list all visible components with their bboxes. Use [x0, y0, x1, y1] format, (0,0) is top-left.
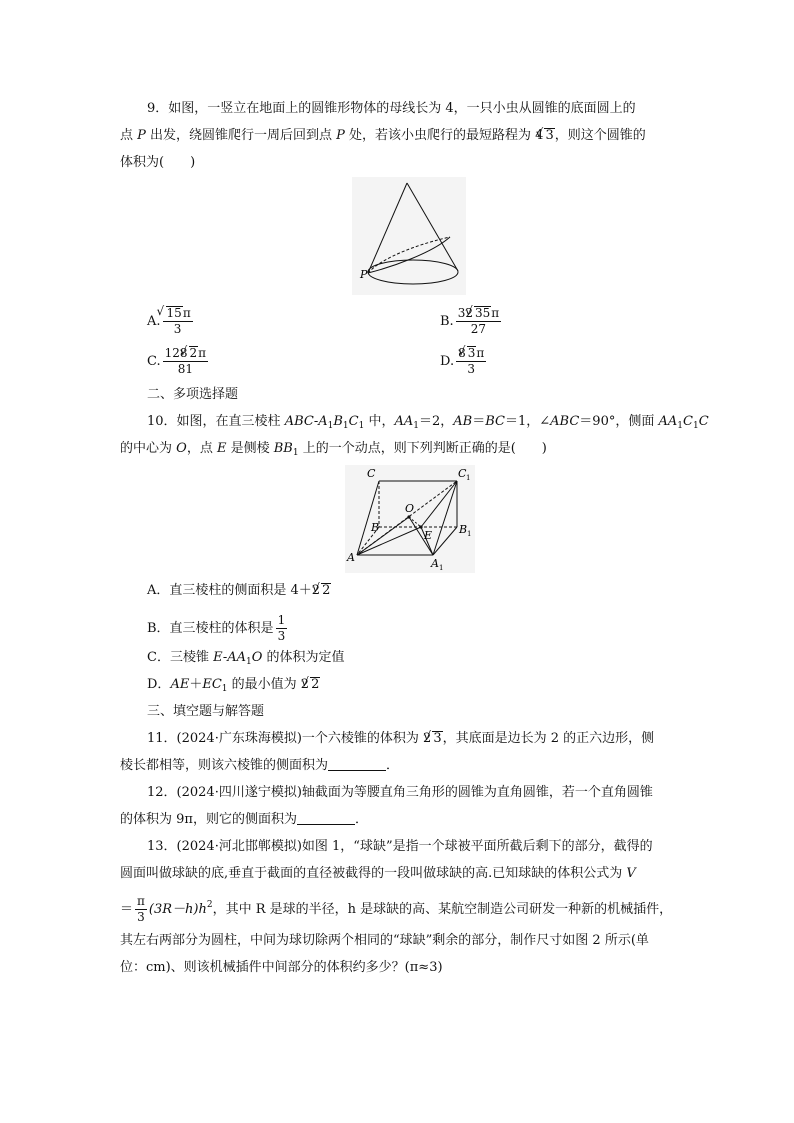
cone-label-p: P [360, 268, 368, 281]
q9-line3: 体积为( ) [120, 155, 196, 170]
q10-line1: 10．如图，在直三棱柱 ABC-$A_1B_1C_1$ 中，$AA_1=2$，AB＝BC＝1，∠ABC＝90°，侧面 $AA_1C_1C$ [147, 414, 709, 431]
q10-option-b[interactable]: B．直三棱柱的体积是 $\frac{1}{3}$ [147, 613, 286, 643]
q13-line1: 13．(2024·河北邯郸模拟)如图 1，“球缺”是指一个球被平面所截后剩下的部分，截得的 [147, 839, 653, 854]
prism-label-c1-sub: 1 [466, 474, 471, 482]
prism-label-e: E [424, 529, 433, 542]
cone-figure [352, 177, 466, 295]
section-2-heading: 二、多项选择题 [147, 387, 239, 402]
q10-option-a[interactable]: A．直三棱柱的侧面积是 4＋2√ 2 [147, 578, 707, 604]
prism-label-o: O [405, 502, 415, 515]
prism-label-b1: B [459, 523, 468, 536]
q9-option-d[interactable]: D. $\frac{8√ 3\pi}{3}$ [440, 346, 488, 377]
q11-line1: 11．(2024·广东珠海模拟)一个六棱锥的体积为 2√ 3，其底面是边长为 2 的正六边形，侧 [147, 726, 707, 752]
q9-option-c[interactable]: C. $\frac{128√ 2\pi}{81}$ [147, 346, 210, 377]
prism-label-b: B [371, 521, 380, 534]
q12-line1: 12．(2024·四川遂宁模拟)轴截面为等腰直角三角形的圆锥为直角圆锥，若一个直角圆锥 [147, 785, 653, 800]
q10-option-c[interactable]: C．三棱锥 $E-AA_1O$ 的体积为定值 [147, 650, 345, 667]
prism-label-a1: A [431, 557, 439, 570]
q9-line1: 9．如图，一竖立在地面上的圆锥形物体的母线长为 4，一只小虫从圆锥的底面圆上的 [147, 101, 636, 116]
prism-label-c1: C [458, 467, 467, 480]
prism-label-a: A [347, 551, 355, 564]
q9-option-b[interactable]: B. $\frac{32√ 35\pi}{27}$ [440, 306, 503, 337]
q13-line5: 位：cm)、则该机械插件中间部分的体积约多少？(π≈3) [120, 960, 443, 975]
q13-line4: 其左右两部分为圆柱，中间为球切除两个相同的“球缺”剩余的部分，制作尺寸如图 2 所示(单 [120, 933, 649, 948]
prism-figure [345, 465, 475, 573]
q10-option-d[interactable]: D．$AE+EC_1$ 的最小值为 2√ 2 [147, 672, 707, 702]
section-3-heading: 三、填空题与解答题 [147, 704, 265, 719]
q12-answer-blank[interactable] [297, 810, 355, 825]
prism-label-c: C [367, 467, 376, 480]
q13-line3: ＝ $\frac{\pi}{3}$ $(3R-h)h^2$，其中 R 是球的半径，h 是球缺的高、某航空制造公司研发一种新的机械插件， [120, 894, 673, 924]
q11-line2: 棱长都相等，则该六棱锥的侧面积为 ． [120, 758, 400, 773]
q13-line2: 圆面叫做球缺的底,垂直于截面的直径被截得的一段叫做球缺的高.已知球缺的体积公式为 V [120, 866, 636, 881]
q9-line2: 点 P 出发，绕圆锥爬行一周后回到点 P 处，若该小虫爬行的最短路程为 4√ 3，则这个圆锥的 [120, 123, 680, 149]
q10-line2: 的中心为 O，点 E 是侧棱 $BB_1$ 上的一个动点，则下列判断正确的是( ) [120, 441, 547, 458]
q12-line2: 的体积为 9π，则它的侧面积为 ． [120, 812, 368, 827]
prism-label-b1-sub: 1 [467, 530, 472, 538]
prism-label-a1-sub: 1 [439, 564, 444, 572]
q11-answer-blank[interactable] [328, 756, 386, 771]
q9-option-a[interactable]: A. √ $\frac{15\pi}{3}$ [147, 306, 195, 337]
